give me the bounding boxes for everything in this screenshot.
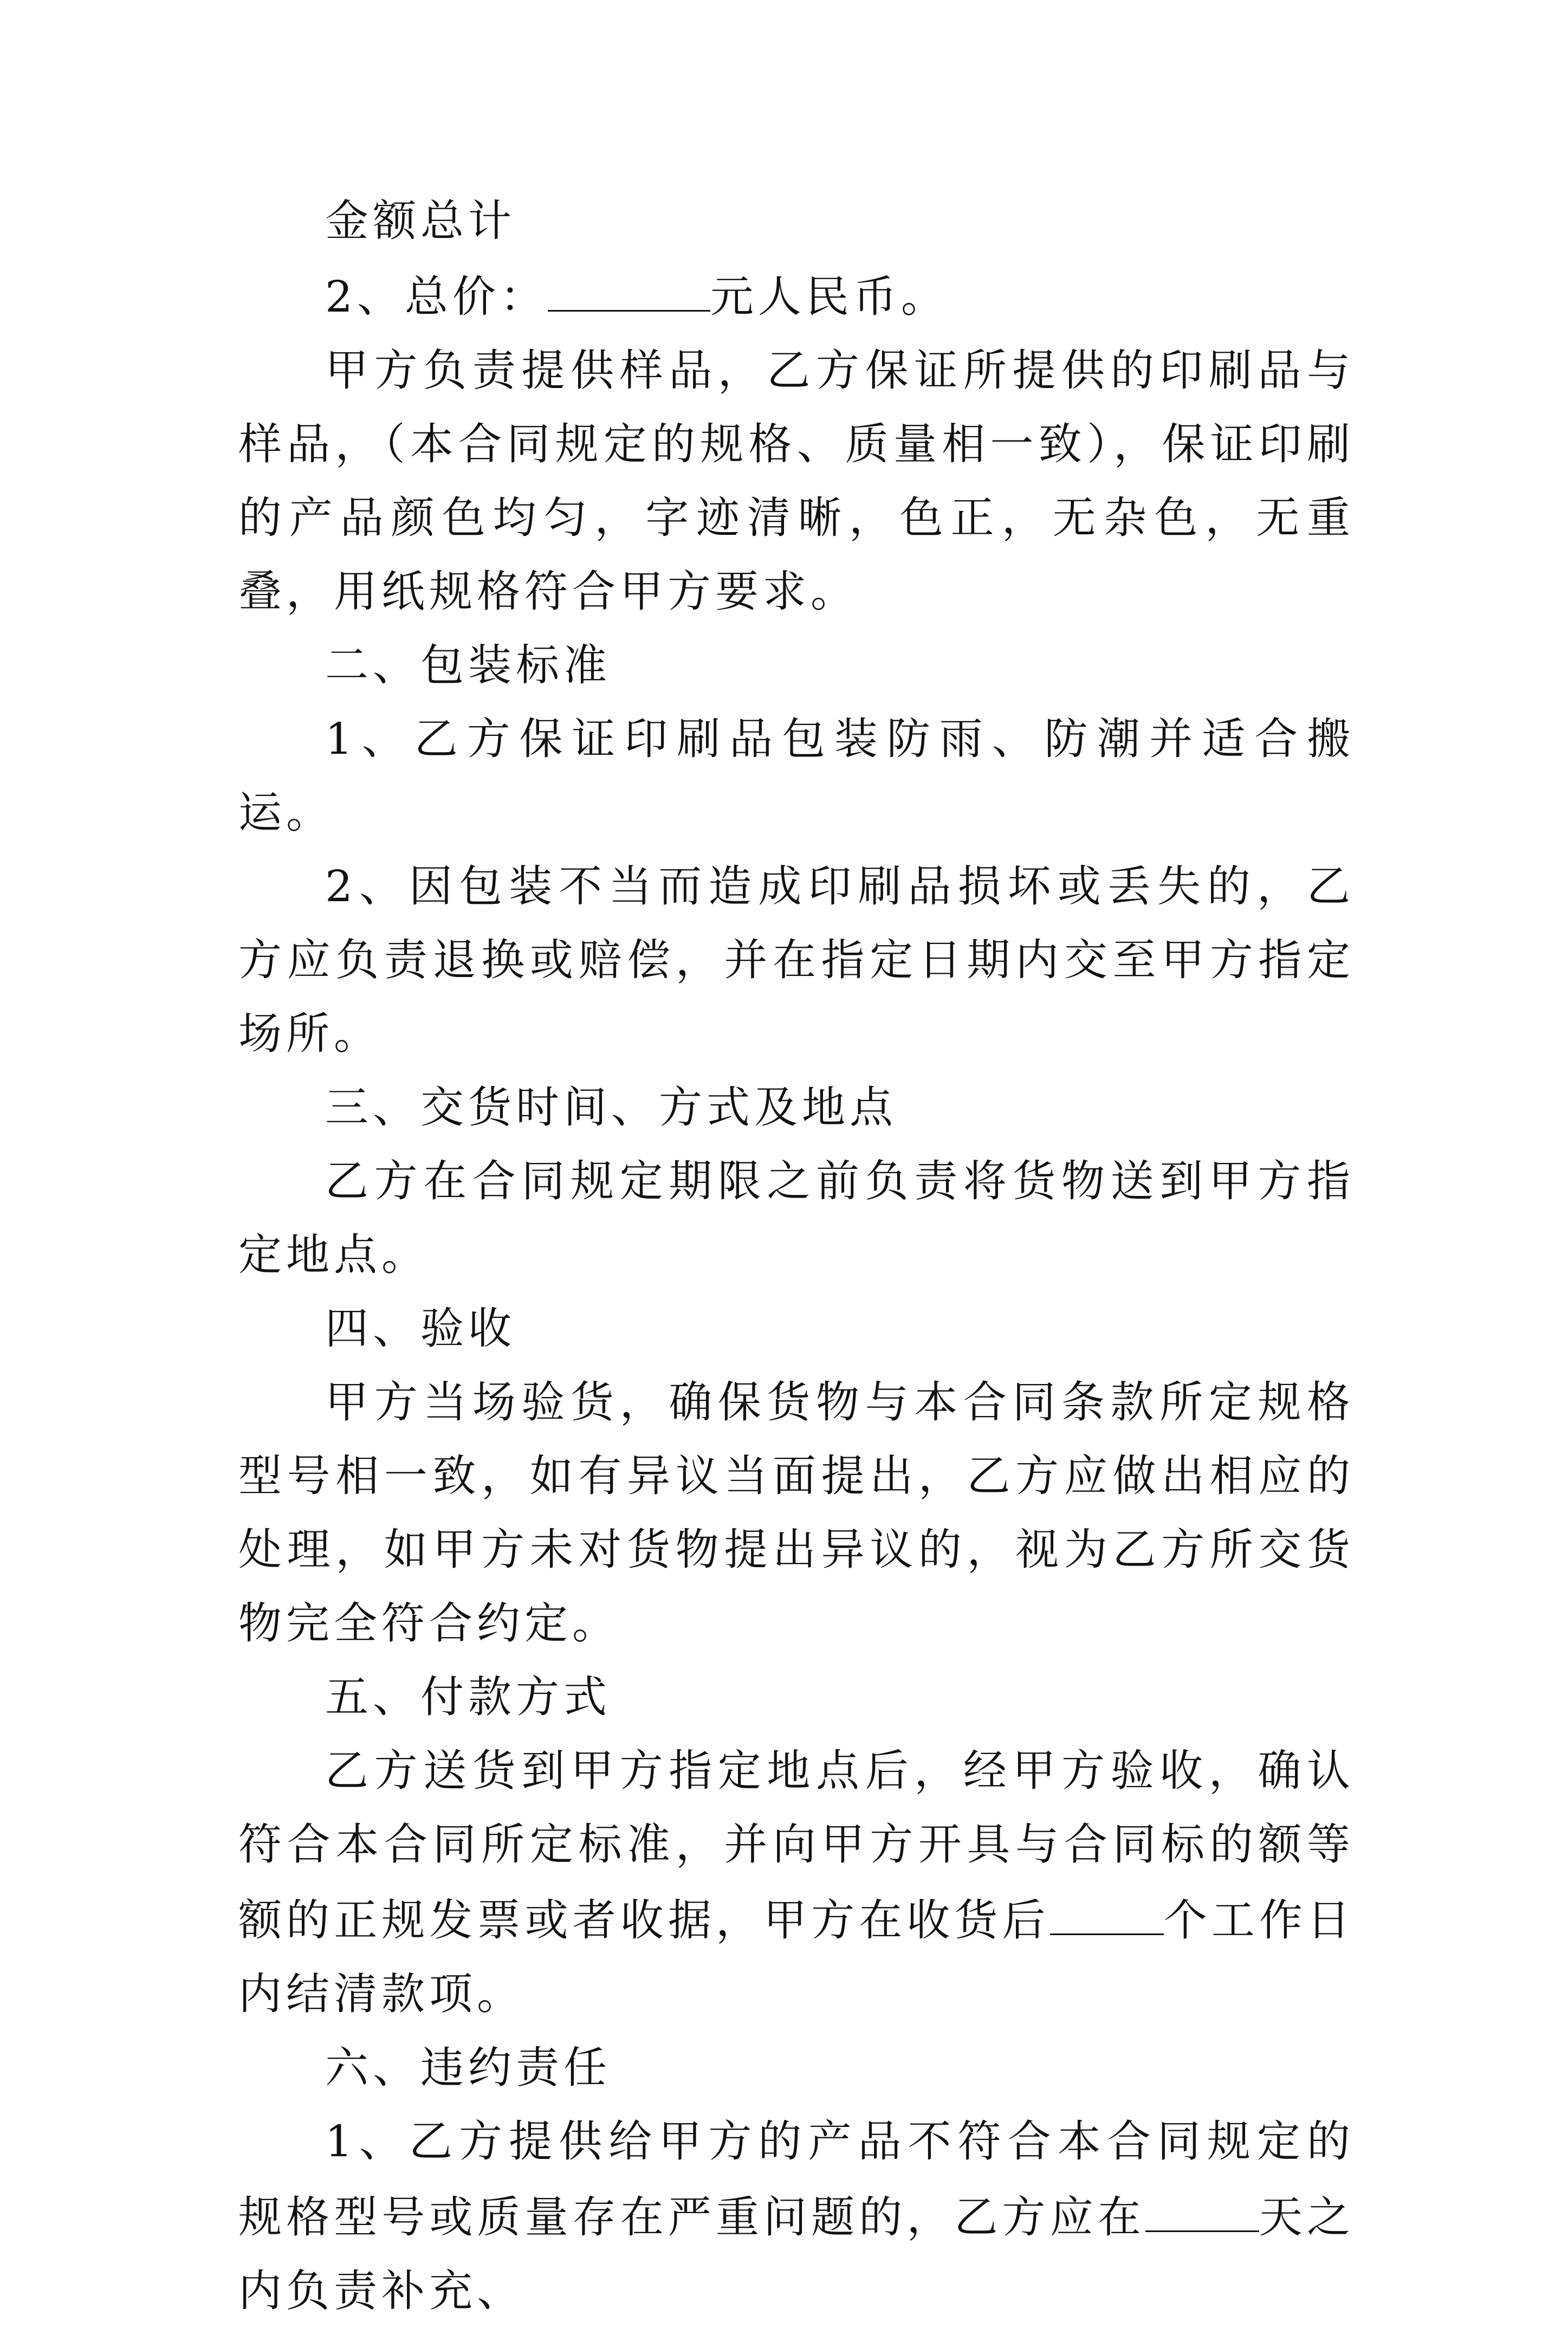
section-heading-liability: 六、违约责任 [325, 2042, 611, 2093]
section-heading-acceptance: 四、验收 [325, 1303, 516, 1354]
total-price-line: 2、总价： 元人民币。 [238, 258, 1355, 334]
section-heading-delivery: 三、交货时间、方式及地点 [325, 1082, 897, 1133]
packaging-clause-1: 1、乙方保证印刷品包装防雨、防潮并适合搬运。 [238, 714, 1355, 838]
section-heading-packaging: 二、包装标准 [325, 640, 611, 690]
section-heading-payment: 五、付款方式 [325, 1672, 611, 1722]
payment-paragraph: 乙方送货到甲方指定地点后，经甲方验收，确认符合本合同所定标准，并向甲方开具与合同标的额等额的正规发票或者收据，甲方在收货后 个工作日内结清款项。 [238, 1745, 1355, 2019]
sample-quality-paragraph: 甲方负责提供样品，乙方保证所提供的印刷品与样品，（本合同规定的规格、质量相一致），保证印刷的产品颜色均匀，字迹清晰，色正，无杂色，无重叠，用纸规格符合甲方要求。 [238, 345, 1355, 617]
amount-total-line: 金额总计 [325, 196, 516, 246]
document-body [238, 184, 1355, 2328]
total-price-blank [548, 258, 710, 312]
payment-days-blank [1050, 1881, 1164, 1935]
liability-clause-1: 1、乙方提供给甲方的产品不符合本合同规定的规格型号或质量存在严重问题的，乙方应在 天之内负责补充、 [238, 2116, 1355, 2316]
remedy-days-blank [1145, 2178, 1259, 2232]
packaging-clause-2: 2、因包装不当而造成印刷品损坏或丢失的，乙方应负责退换或赔偿，并在指定日期内交至甲方指定场所。 [238, 861, 1355, 1059]
acceptance-paragraph: 甲方当场验货，确保货物与本合同条款所定规格型号相一致，如有异议当面提出，乙方应做出相应的处理，如甲方未对货物提出异议的，视为乙方所交货物完全符合约定。 [238, 1377, 1355, 1648]
delivery-paragraph: 乙方在合同规定期限之前负责将货物送到甲方指定地点。 [238, 1156, 1355, 1280]
